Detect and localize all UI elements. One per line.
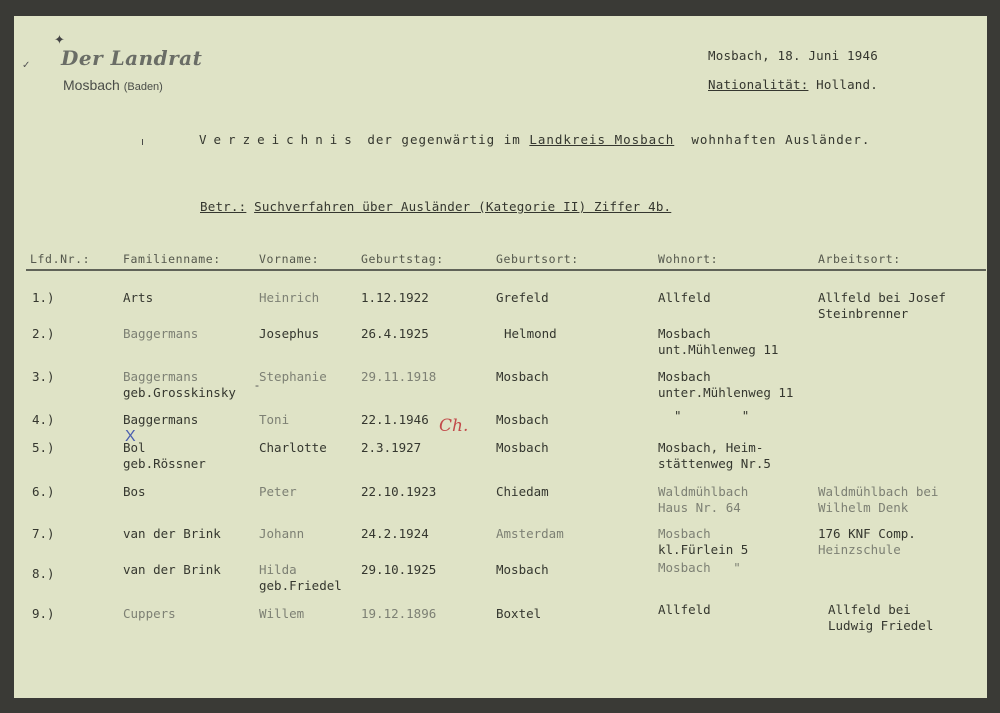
row-6-birthdate: 22.10.1923 [361, 484, 437, 499]
row-8-nr: 8.) [32, 566, 55, 581]
row-8-residence: Mosbach " [658, 560, 741, 575]
row-9-workplace: Allfeld bei Ludwig Friedel [828, 602, 934, 633]
row-6-workplace: Waldmühlbach bei Wilhelm Denk [818, 484, 939, 515]
document-title [199, 132, 870, 147]
row-7-residence: Mosbach kl.Fürlein 5 [658, 526, 749, 557]
letterhead-state: (Baden) [123, 81, 163, 93]
row-3-residence: Mosbach unter.Mühlenweg 11 [658, 369, 794, 400]
row-3-birthplace: Mosbach [496, 369, 549, 384]
row-1-surname: Arts [123, 290, 154, 305]
row-2-nr: 2.) [32, 326, 55, 341]
row-4-surname: Baggermans [123, 412, 199, 427]
row-7-surname: van der Brink [123, 526, 221, 541]
row-6-surname: Bos [123, 484, 146, 499]
column-header-residence: Wohnort: [658, 252, 719, 266]
row-6-nr: 6.) [32, 484, 55, 499]
row-4-birthplace: Mosbach [496, 412, 549, 427]
row-5-residence: Mosbach, Heim- stättenweg Nr.5 [658, 440, 771, 471]
letterhead-authority: Der Landrat [61, 46, 203, 70]
margin-mark: ı [141, 136, 145, 148]
row-7-firstname: Johann [259, 526, 305, 541]
nationality-value: Holland. [816, 77, 878, 92]
column-header-firstname: Vorname: [259, 252, 320, 266]
nationality-label: Nationalität: [708, 77, 809, 92]
row-7-birthplace: Amsterdam [496, 526, 564, 541]
letterhead-town: Mosbach (Baden) [63, 77, 163, 93]
row-8-firstname: Hilda geb.Friedel [259, 562, 342, 593]
row-2-residence: Mosbach unt.Mühlenweg 11 [658, 326, 779, 357]
subject-label: Betr.: [200, 199, 247, 214]
row-6-birthplace: Chiedam [496, 484, 549, 499]
row-7-birthdate: 24.2.1924 [361, 526, 429, 541]
title-middle: der gegenwärtig im [367, 132, 521, 147]
column-header-nr: Lfd.Nr.: [30, 252, 91, 266]
row-8-surname: van der Brink [123, 562, 221, 577]
row-1-birthplace: Grefeld [496, 290, 549, 305]
row-9-nr: 9.) [32, 606, 55, 621]
row-4-residence-ditto: " " [674, 408, 750, 423]
row-7-workplace: 176 KNF Comp. Heinzschule [818, 526, 916, 557]
blue-pencil-cross-mark: X [125, 428, 136, 445]
row-1-birthdate: 1.12.1922 [361, 290, 429, 305]
row-9-firstname: Willem [259, 606, 305, 621]
header-divider [26, 269, 986, 271]
row-3-surname: Baggermans geb.Grosskinsky [123, 369, 236, 400]
column-header-birthdate: Geburtstag: [361, 252, 444, 266]
row-6-residence: Waldmühlbach Haus Nr. 64 [658, 484, 749, 515]
row-4-firstname: Toni [259, 412, 290, 427]
pin-mark-icon: ✦ [54, 32, 65, 47]
row-3-birthdate: 29.11.1918 [361, 369, 437, 384]
row-5-firstname: Charlotte [259, 440, 327, 455]
column-header-workplace: Arbeitsort: [818, 252, 901, 266]
title-word: Verzeichnis [199, 132, 359, 147]
pencil-dash-mark: - [255, 378, 259, 392]
row-5-surname: Bol geb.Rössner [123, 440, 206, 471]
row-2-birthplace: Helmond [504, 326, 557, 341]
row-7-nr: 7.) [32, 526, 55, 541]
subject-text: Suchverfahren über Ausländer (Kategorie II) Ziffer 4b. [254, 199, 672, 214]
row-9-birthplace: Boxtel [496, 606, 542, 621]
row-2-firstname: Josephus [259, 326, 320, 341]
row-2-birthdate: 26.4.1925 [361, 326, 429, 341]
row-1-workplace: Allfeld bei Josef Steinbrenner [818, 290, 946, 321]
row-6-firstname: Peter [259, 484, 297, 499]
place-date: Mosbach, 18. Juni 1946 [708, 48, 878, 63]
title-district: Landkreis Mosbach [529, 132, 675, 147]
row-5-birthplace: Mosbach [496, 440, 549, 455]
row-8-birthplace: Mosbach [496, 562, 549, 577]
row-3-firstname: Stephanie [259, 369, 327, 384]
title-end: wohnhaften Ausländer. [691, 132, 871, 147]
column-header-birthplace: Geburtsort: [496, 252, 579, 266]
row-4-birthdate: 22.1.1946 [361, 412, 429, 427]
subject-line [200, 199, 671, 214]
row-1-residence: Allfeld [658, 290, 711, 305]
row-9-surname: Cuppers [123, 606, 176, 621]
row-5-nr: 5.) [32, 440, 55, 455]
document-page [14, 16, 987, 698]
row-9-residence: Allfeld [658, 602, 711, 617]
row-8-birthdate: 29.10.1925 [361, 562, 437, 577]
column-header-surname: Familienname: [123, 252, 221, 266]
margin-check-mark: ✓ [22, 60, 31, 71]
row-5-birthdate: 2.3.1927 [361, 440, 422, 455]
red-pencil-ch-mark: Ch. [439, 416, 469, 436]
row-9-birthdate: 19.12.1896 [361, 606, 437, 621]
row-3-nr: 3.) [32, 369, 55, 384]
row-1-nr: 1.) [32, 290, 55, 305]
row-2-surname: Baggermans [123, 326, 199, 341]
row-1-firstname: Heinrich [259, 290, 320, 305]
nationality-line [708, 77, 878, 92]
row-4-nr: 4.) [32, 412, 55, 427]
